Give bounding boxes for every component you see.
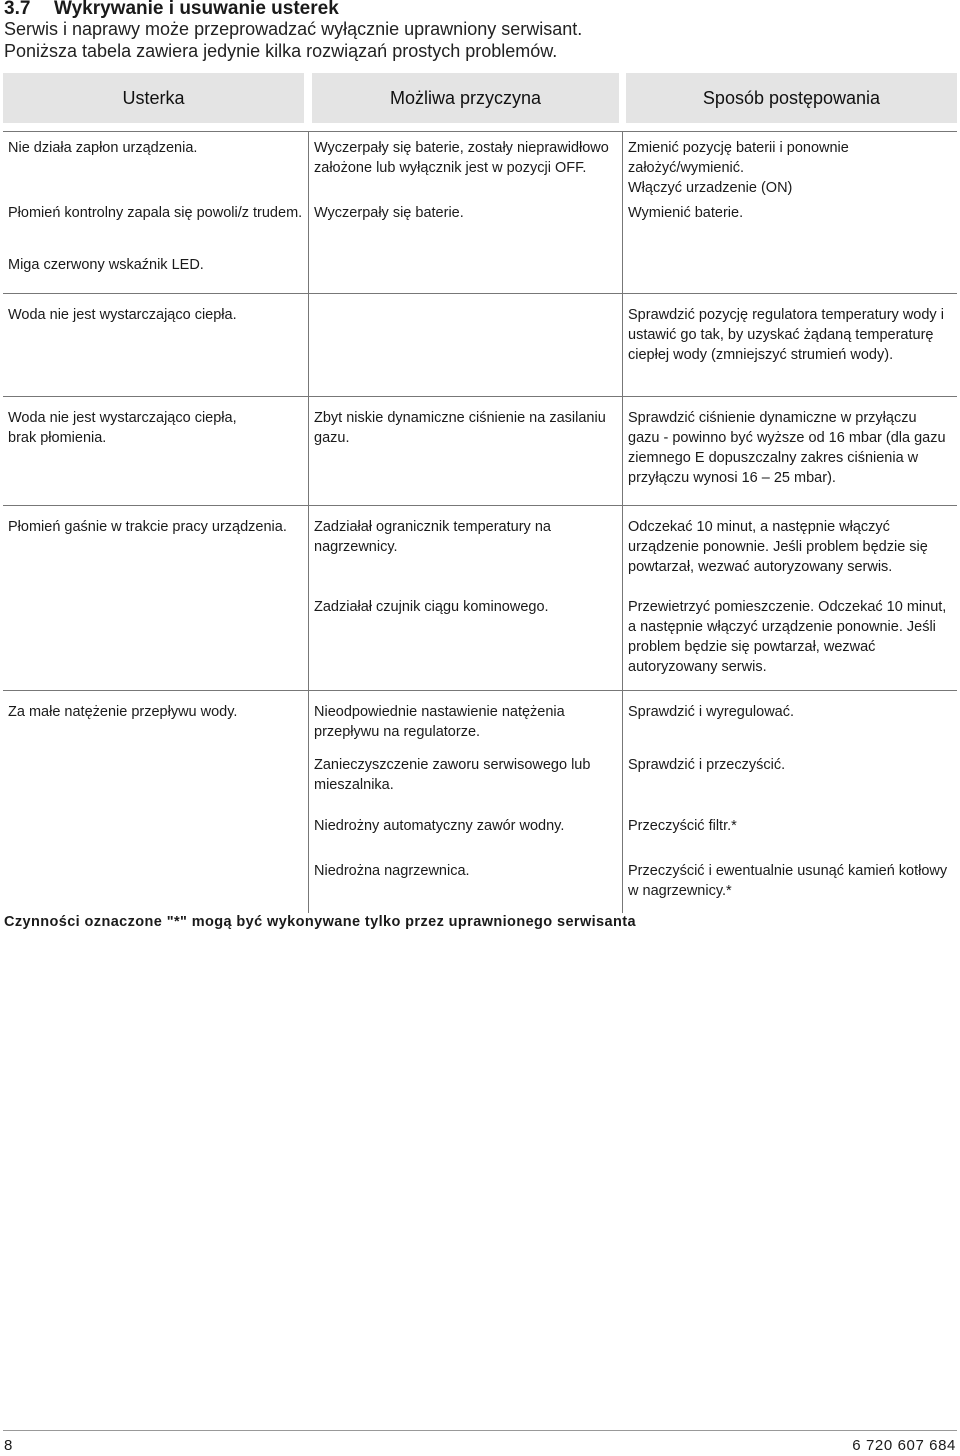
cause-cell: założone lub wyłącznik jest w pozycji OFF. [314, 160, 587, 176]
fault-cell: Płomień gaśnie w trakcie pracy urządzenia. [8, 519, 287, 535]
cause-cell: Zadziałał ogranicznik temperatury na [314, 519, 551, 535]
action-cell: problem będzie się powtarzał, wezwać [628, 639, 876, 655]
fault-cell: Woda nie jest wystarczająco ciepła. [8, 307, 237, 323]
action-cell: Przewietrzyć pomieszczenie. Odczekać 10 minut, [628, 599, 947, 615]
section-title: Wykrywanie i usuwanie usterek [54, 0, 339, 19]
cause-cell: przepływu na regulatorze. [314, 724, 481, 740]
cause-cell: Niedrożny automatyczny zawór wodny. [314, 818, 565, 834]
column-header-fault: Usterka [3, 73, 304, 123]
action-cell: przyłączu wynosi 16 – 25 mbar). [628, 470, 836, 486]
fault-cell: Płomień kontrolny zapala się powoli/z trudem. [8, 205, 303, 221]
row-divider [3, 505, 957, 506]
action-cell: Przeczyścić i ewentualnie usunąć kamień kotłowy [628, 863, 948, 879]
document-number: 6 720 607 684 [852, 1437, 956, 1454]
action-cell: urządzenie ponownie. Jeśli problem będzie się [628, 539, 928, 555]
row-divider [3, 396, 957, 397]
action-cell: Przeczyścić filtr.* [628, 818, 737, 834]
page-number: 8 [4, 1437, 13, 1454]
fault-cell: Za małe natężenie przepływu wody. [8, 704, 238, 720]
cause-cell: mieszalnika. [314, 777, 394, 793]
action-cell: Odczekać 10 minut, a następnie włączyć [628, 519, 890, 535]
action-cell: powtarzał, wezwać autoryzowany serwis. [628, 559, 893, 575]
action-cell: ziemnego E dopuszczalny zakres ciśnienia w [628, 450, 919, 466]
cause-cell: Zbyt niskie dynamiczne ciśnienie na zasilaniu [314, 410, 606, 426]
column-header-action: Sposób postępowania [626, 73, 957, 123]
section-number: 3.7 [4, 0, 31, 19]
cause-cell: Wyczerpały się baterie, zostały nieprawidłowo [314, 140, 609, 156]
row-divider [3, 293, 957, 294]
fault-cell: brak płomienia. [8, 430, 107, 446]
row-divider [3, 690, 957, 691]
footnote: Czynności oznaczone "*" mogą być wykonywane tylko przez uprawnionego serwisanta [4, 914, 636, 930]
fault-cell: Miga czerwony wskaźnik LED. [8, 257, 204, 273]
action-cell: ustawić go tak, by uzyskać żądaną temperaturę [628, 327, 934, 343]
action-cell: gazu - powinno być wyższe od 16 mbar (dla gazu [628, 430, 946, 446]
row-divider [3, 131, 957, 132]
intro-line-2: Poniższa tabela zawiera jedynie kilka rozwiązań prostych problemów. [4, 41, 558, 61]
action-cell: Włączyć urzadzenie (ON) [628, 180, 793, 196]
action-cell: Sprawdzić i wyregulować. [628, 704, 795, 720]
section-heading [4, 0, 339, 20]
cause-cell: Niedrożna nagrzewnica. [314, 863, 470, 879]
action-cell: Zmienić pozycję baterii i ponownie [628, 140, 849, 156]
fault-cell: Nie działa zapłon urządzenia. [8, 140, 198, 156]
fault-cell: Woda nie jest wystarczająco ciepła, [8, 410, 237, 426]
footer-divider [3, 1430, 957, 1431]
cause-cell: Zadziałał czujnik ciągu kominowego. [314, 599, 549, 615]
action-cell: a następnie włączyć urządzenie ponownie. Jeśli [628, 619, 936, 635]
action-cell: autoryzowany serwis. [628, 659, 767, 675]
cause-cell: Nieodpowiednie nastawienie natężenia [314, 704, 565, 720]
intro-line-1: Serwis i naprawy może przeprowadzać wyłącznie uprawniony serwisant. [4, 19, 583, 39]
action-cell: Sprawdzić pozycję regulatora temperatury wody i [628, 307, 944, 323]
cause-cell: Zanieczyszczenie zaworu serwisowego lub [314, 757, 591, 773]
column-divider [622, 131, 623, 913]
action-cell: Wymienić baterie. [628, 205, 744, 221]
action-cell: ciepłej wody (zmniejszyć strumień wody). [628, 347, 894, 363]
action-cell: Sprawdzić ciśnienie dynamiczne w przyłączu [628, 410, 917, 426]
cause-cell: nagrzewnicy. [314, 539, 398, 555]
action-cell: w nagrzewnicy.* [628, 883, 732, 899]
column-header-cause: Możliwa przyczyna [312, 73, 619, 123]
action-cell: Sprawdzić i przeczyścić. [628, 757, 786, 773]
cause-cell: Wyczerpały się baterie. [314, 205, 464, 221]
column-divider [308, 131, 309, 913]
cause-cell: gazu. [314, 430, 350, 446]
action-cell: założyć/wymienić. [628, 160, 745, 176]
